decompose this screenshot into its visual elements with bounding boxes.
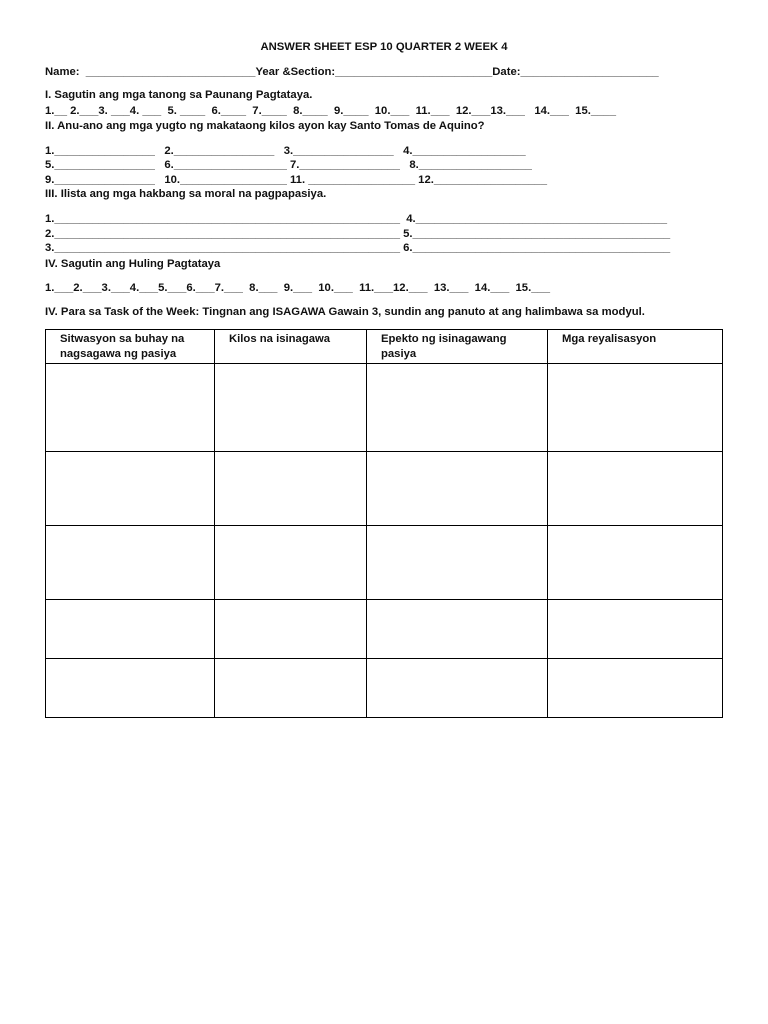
answer-cell[interactable] (548, 452, 723, 526)
table-row (46, 364, 723, 452)
task-of-the-week-table (45, 329, 723, 718)
section-5-heading: IV. Para sa Task of the Week: Tingnan ang ISAGAWA Gawain 3, sundin ang panuto at ang halimbawa sa modyul. (45, 306, 645, 318)
answer-cell[interactable] (367, 659, 548, 718)
section-4-heading: IV. Sagutin ang Huling Pagtataya (45, 258, 221, 270)
section-3-blanks-row-3: 3._______________________________________________________ 6._________________________________________ (45, 242, 671, 254)
answer-cell[interactable] (215, 364, 367, 452)
column-header-reyalisasyon: Mga reyalisasyon (548, 330, 723, 364)
section-3-blanks-row-2: 2._______________________________________________________ 5._________________________________________ (45, 228, 671, 240)
section-1-answer-blanks: 1.__ 2.___3. ___4. ___ 5. ____ 6.____ 7.____ 8.____ 9.____ 10.___ 11.___ 12.___13.___ 14.___ 15.____ (45, 105, 617, 117)
section-2-blanks-row-1: 1.________________ 2.________________ 3.________________ 4.__________________ (45, 145, 526, 157)
answer-cell[interactable] (46, 600, 215, 659)
section-2-blanks-row-3: 9.________________ 10._________________ 11. _________________ 12.__________________ (45, 174, 547, 186)
document-title: ANSWER SHEET ESP 10 QUARTER 2 WEEK 4 (260, 41, 508, 53)
answer-cell[interactable] (46, 659, 215, 718)
answer-cell[interactable] (215, 526, 367, 600)
column-header-sitwasyon: Sitwasyon sa buhay na nagsagawa ng pasiya (46, 330, 215, 364)
column-header-kilos: Kilos na isinagawa (215, 330, 367, 364)
answer-cell[interactable] (548, 364, 723, 452)
table-row (46, 600, 723, 659)
answer-cell[interactable] (548, 659, 723, 718)
student-info-line: Name: ___________________________Year &Section:_________________________Date:______________________ (45, 66, 659, 78)
table-row (46, 452, 723, 526)
answer-cell[interactable] (367, 526, 548, 600)
answer-cell[interactable] (367, 600, 548, 659)
section-4-answer-blanks: 1.___2.___3.___4.___5.___6.___7.___ 8.___ 9.___ 10.___ 11.___12.___ 13.___ 14.___ 15.___ (45, 282, 551, 294)
section-2-heading: II. Anu-ano ang mga yugto ng makataong kilos ayon kay Santo Tomas de Aquino? (45, 120, 485, 132)
column-header-epekto: Epekto ng isinagawang pasiya (367, 330, 548, 364)
table-header-row (46, 330, 723, 364)
answer-cell[interactable] (215, 600, 367, 659)
answer-cell[interactable] (548, 526, 723, 600)
section-3-heading: III. Ilista ang mga hakbang sa moral na pagpapasiya. (45, 188, 327, 200)
table-row (46, 526, 723, 600)
answer-cell[interactable] (548, 600, 723, 659)
answer-cell[interactable] (367, 364, 548, 452)
answer-cell[interactable] (367, 452, 548, 526)
answer-cell[interactable] (46, 526, 215, 600)
answer-cell[interactable] (215, 452, 367, 526)
section-3-blanks-row-1: 1._______________________________________________________ 4.________________________________________ (45, 213, 667, 225)
section-1-heading: I. Sagutin ang mga tanong sa Paunang Pagtataya. (45, 89, 313, 101)
answer-cell[interactable] (46, 364, 215, 452)
answer-cell[interactable] (46, 452, 215, 526)
section-2-blanks-row-2: 5.________________ 6.__________________ 7.________________ 8.__________________ (45, 159, 532, 171)
answer-cell[interactable] (215, 659, 367, 718)
table-row (46, 659, 723, 718)
